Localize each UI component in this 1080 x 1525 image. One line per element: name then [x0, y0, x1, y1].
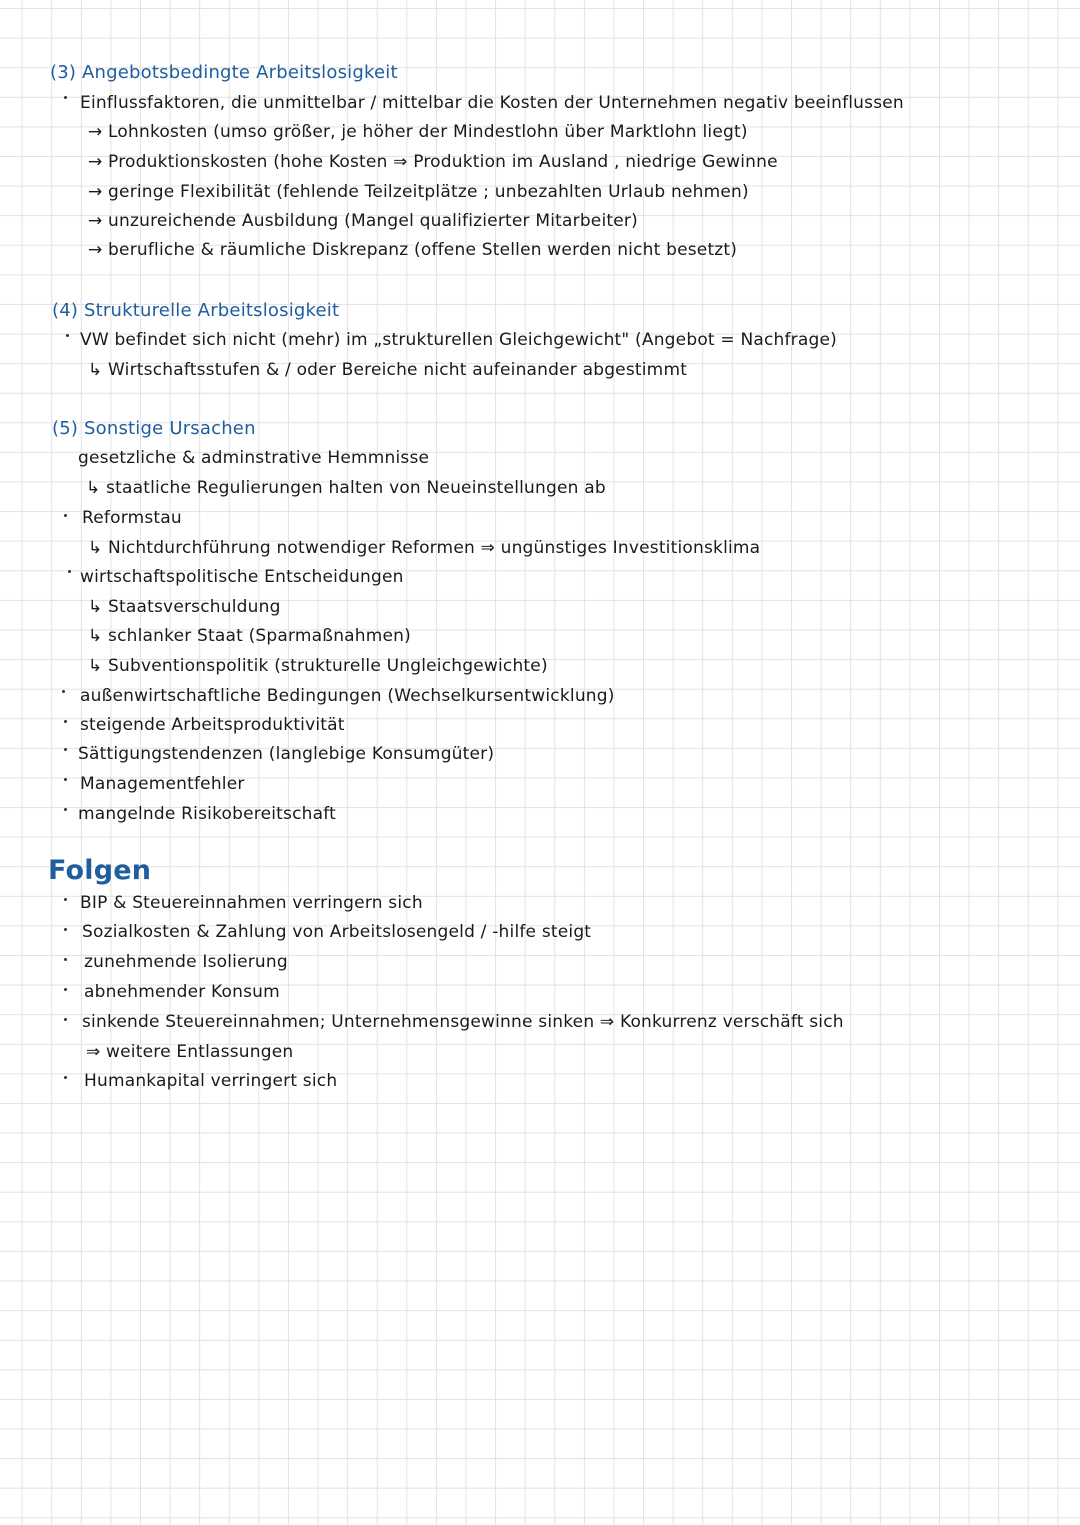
list-item: ↳ Wirtschaftsstufen & / oder Bereiche nicht aufeinander abgestimmt: [88, 360, 688, 380]
list-item: → unzureichende Ausbildung (Mangel qualifizierter Mitarbeiter): [88, 211, 638, 231]
list-item: Sozialkosten & Zahlung von Arbeitslosengeld / -hilfe steigt: [82, 922, 592, 942]
list-item: Humankapital verringert sich: [84, 1071, 338, 1091]
list-item: VW befindet sich nicht (mehr) im „strukturellen Gleichgewicht" (Angebot = Nachfrage): [80, 330, 837, 350]
list-item: ↳ Staatsverschuldung: [88, 597, 281, 617]
list-item: ↳ Nichtdurchführung notwendiger Reformen ⇒ ungünstiges Investitionsklima: [88, 538, 761, 558]
list-item: Reformstau: [82, 508, 182, 528]
bullet: [64, 808, 67, 811]
bullet: [64, 778, 67, 781]
list-item: BIP & Steuereinnahmen verringern sich: [80, 893, 423, 913]
list-item: ↳ schlanker Staat (Sparmaßnahmen): [88, 626, 411, 646]
list-item: ↳ staatliche Regulierungen halten von Neueinstellungen ab: [86, 478, 606, 498]
bullet: [64, 958, 67, 961]
heading: (5) Sonstige Ursachen: [52, 418, 256, 439]
bullet: [64, 720, 67, 723]
list-item: gesetzliche & adminstrative Hemmnisse: [78, 448, 430, 468]
heading: (3) Angebotsbedingte Arbeitslosigkeit: [50, 62, 398, 83]
list-item: Einflussfaktoren, die unmittelbar / mittelbar die Kosten der Unternehmen negativ beeinflussen: [80, 93, 904, 113]
bullet: [64, 96, 67, 99]
bullet: [64, 898, 67, 901]
list-item: steigende Arbeitsproduktivität: [80, 715, 345, 735]
list-item: zunehmende Isolierung: [84, 952, 288, 972]
bullet: [64, 1018, 67, 1021]
bullet: [64, 1076, 67, 1079]
bullet: [66, 334, 69, 337]
list-item: sinkende Steuereinnahmen; Unternehmensgewinne sinken ⇒ Konkurrenz verschäft sich: [82, 1012, 844, 1032]
list-item: abnehmender Konsum: [84, 982, 280, 1002]
list-item: → Produktionskosten (hohe Kosten ⇒ Produktion im Ausland , niedrige Gewinne: [88, 152, 778, 172]
bullet: [68, 570, 71, 573]
bullet: [64, 748, 67, 751]
list-item: ↳ Subventionspolitik (strukturelle Ungleichgewichte): [88, 656, 548, 676]
list-item: Managementfehler: [80, 774, 245, 794]
list-item: ⇒ weitere Entlassungen: [86, 1042, 294, 1062]
bullet: [64, 928, 67, 931]
bullet: [62, 690, 65, 693]
list-item: → berufliche & räumliche Diskrepanz (offene Stellen werden nicht besetzt): [88, 240, 738, 260]
heading: (4) Strukturelle Arbeitslosigkeit: [52, 300, 340, 321]
list-item: wirtschaftspolitische Entscheidungen: [80, 567, 404, 587]
list-item: mangelnde Risikobereitschaft: [78, 804, 336, 824]
bullet: [64, 514, 67, 517]
list-item: → Lohnkosten (umso größer, je höher der Mindestlohn über Marktlohn liegt): [88, 122, 748, 142]
bullet: [64, 988, 67, 991]
list-item: → geringe Flexibilität (fehlende Teilzeitplätze ; unbezahlten Urlaub nehmen): [88, 182, 749, 202]
list-item: Sättigungstendenzen (langlebige Konsumgüter): [78, 744, 495, 764]
heading: Folgen: [48, 855, 152, 886]
list-item: außenwirtschaftliche Bedingungen (Wechselkursentwicklung): [80, 686, 615, 706]
